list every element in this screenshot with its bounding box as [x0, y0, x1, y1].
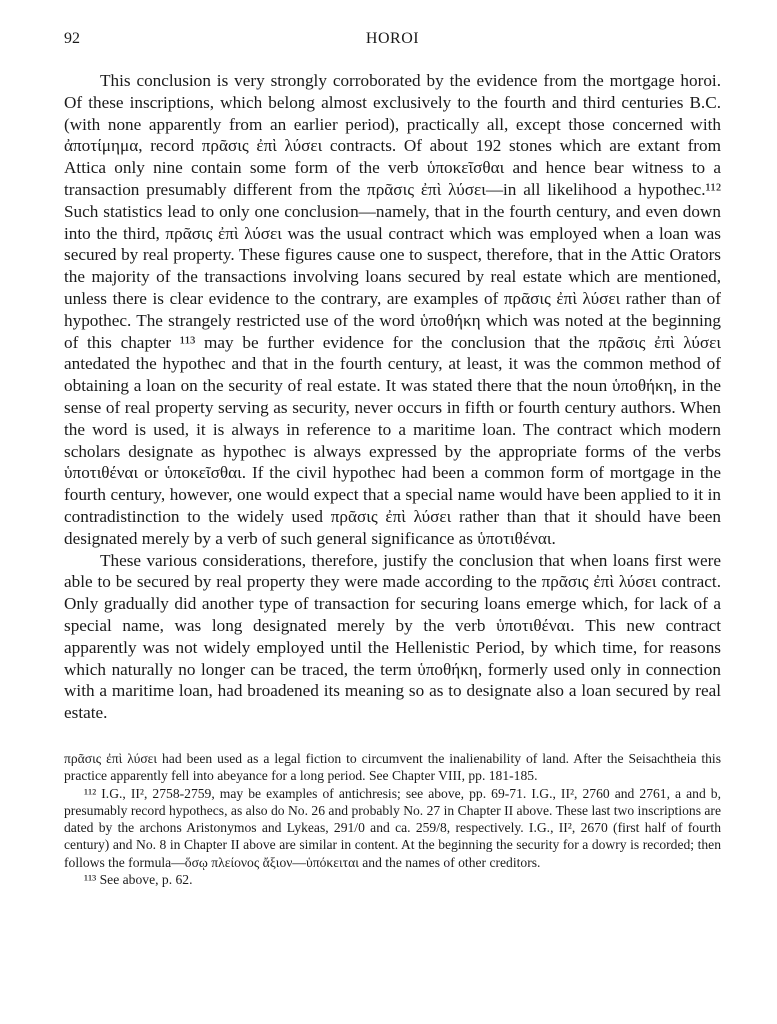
body-paragraph: These various considerations, therefore, justify the conclusion that when loans first were able to be secured by real property they were made according to the πρᾶσις ἐπὶ λύσει contract. Only gradually did another type of transaction for securing loans emerge which, for lack of a special name, was long designated merely by the verb ὑποτιθέναι. This new contract apparently was not widely employed until the Hellenistic Period, by which time, for reasons which naturally no longer can be traced, the term ὑποθήκη, formerly used only in connection with a maritime loan, had broadened its meaning so as to designate also a loan secured by real estate.: [64, 550, 721, 723]
footnote-113: ¹¹³ See above, p. 62.: [84, 871, 193, 887]
page-number: 92: [64, 30, 80, 47]
body-paragraph: This conclusion is very strongly corroborated by the evidence from the mortgage horoi. Of these inscriptions, which belong almost exclusively to the fourth and third centuries B.C. (with none apparently from an earlier period), practically all, except those concerned with ἀποτίμημα, record πρᾶσις ἐπὶ λύσει contracts. Of about 192 stones which are extant from Attica only nine contain some form of the verb ὑποκεῖσθαι and hence bear witness to a transaction presumably different from the πρᾶσις ἐπὶ λύσει—in all likelihood a hypothec.¹¹² Such statistics lead to only one conclusion—namely, that in the fourth century, and even down into the third, πρᾶσις ἐπὶ λύσει was the usual contract which was employed when a loan was secured by real property. These figures cause one to suspect, therefore, that in the Attic Orators the majority of the transactions involving loans secured by real estate which are mentioned, unless there is clear evidence to the contrary, are examples of πρᾶσις ἐπὶ λύσει rather than of hypothec. The strangely restricted use of the word ὑποθήκη which was noted at the beginning of this chapter ¹¹³ may be further evidence for the conclusion that the πρᾶσις ἐπὶ λύσει antedated the hypothec and that in the fourth century, at least, it was the common method of obtaining a loan on the security of real estate. It was stated there that the noun ὑποθήκη, in the sense of real property serving as security, never occurs in fifth or fourth century authors. When the word is used, it is always in reference to a maritime loan. The contract which modern scholars designate as hypothec is always expressed by the appropriate forms of the verbs ὑποτιθέναι or ὑποκεῖσθαι. If the civil hypothec had been a common form of mortgage in the fourth century, however, one would expect that a special name would have been applied to it in contradistinction to the widely used πρᾶσις ἐπὶ λύσει rather than that it should have been designated merely by a verb of such general significance as ὑποτιθέναι.: [64, 71, 721, 548]
footnote-112: ¹¹² I.G., II², 2758-2759, may be examples of antichresis; see above, pp. 69-71. I.G., II², 2760 and 2761, a and b, presumably record hypothecs, as also do No. 26 and probably No. 27 in Chapter II above. These last two inscriptions are dated by the archons Aristonymos and Lykeas, 291/0 and ca. 259/8, respectively. I.G., II², 2670 (first half of fourth century) and No. 8 in Chapter II above are similar in content. At the beginning the security for a dowry is recorded; then follows the formula—ὅσῳ πλείονος ἄξιον—ὑπόκειται and the names of other creditors.: [64, 785, 721, 870]
running-head: [64, 28, 721, 50]
footnotes: [64, 750, 721, 888]
body-text: [64, 70, 721, 724]
footnote-continuation: πρᾶσις ἐπὶ λύσει had been used as a legal fiction to circumvent the inalienability of land. After the Seisachtheia this practice apparently fell into abeyance for a long period. See Chapter VIII, pp. 181-185.: [64, 750, 721, 784]
book-page: [64, 28, 721, 888]
running-title: HOROI: [365, 30, 420, 47]
